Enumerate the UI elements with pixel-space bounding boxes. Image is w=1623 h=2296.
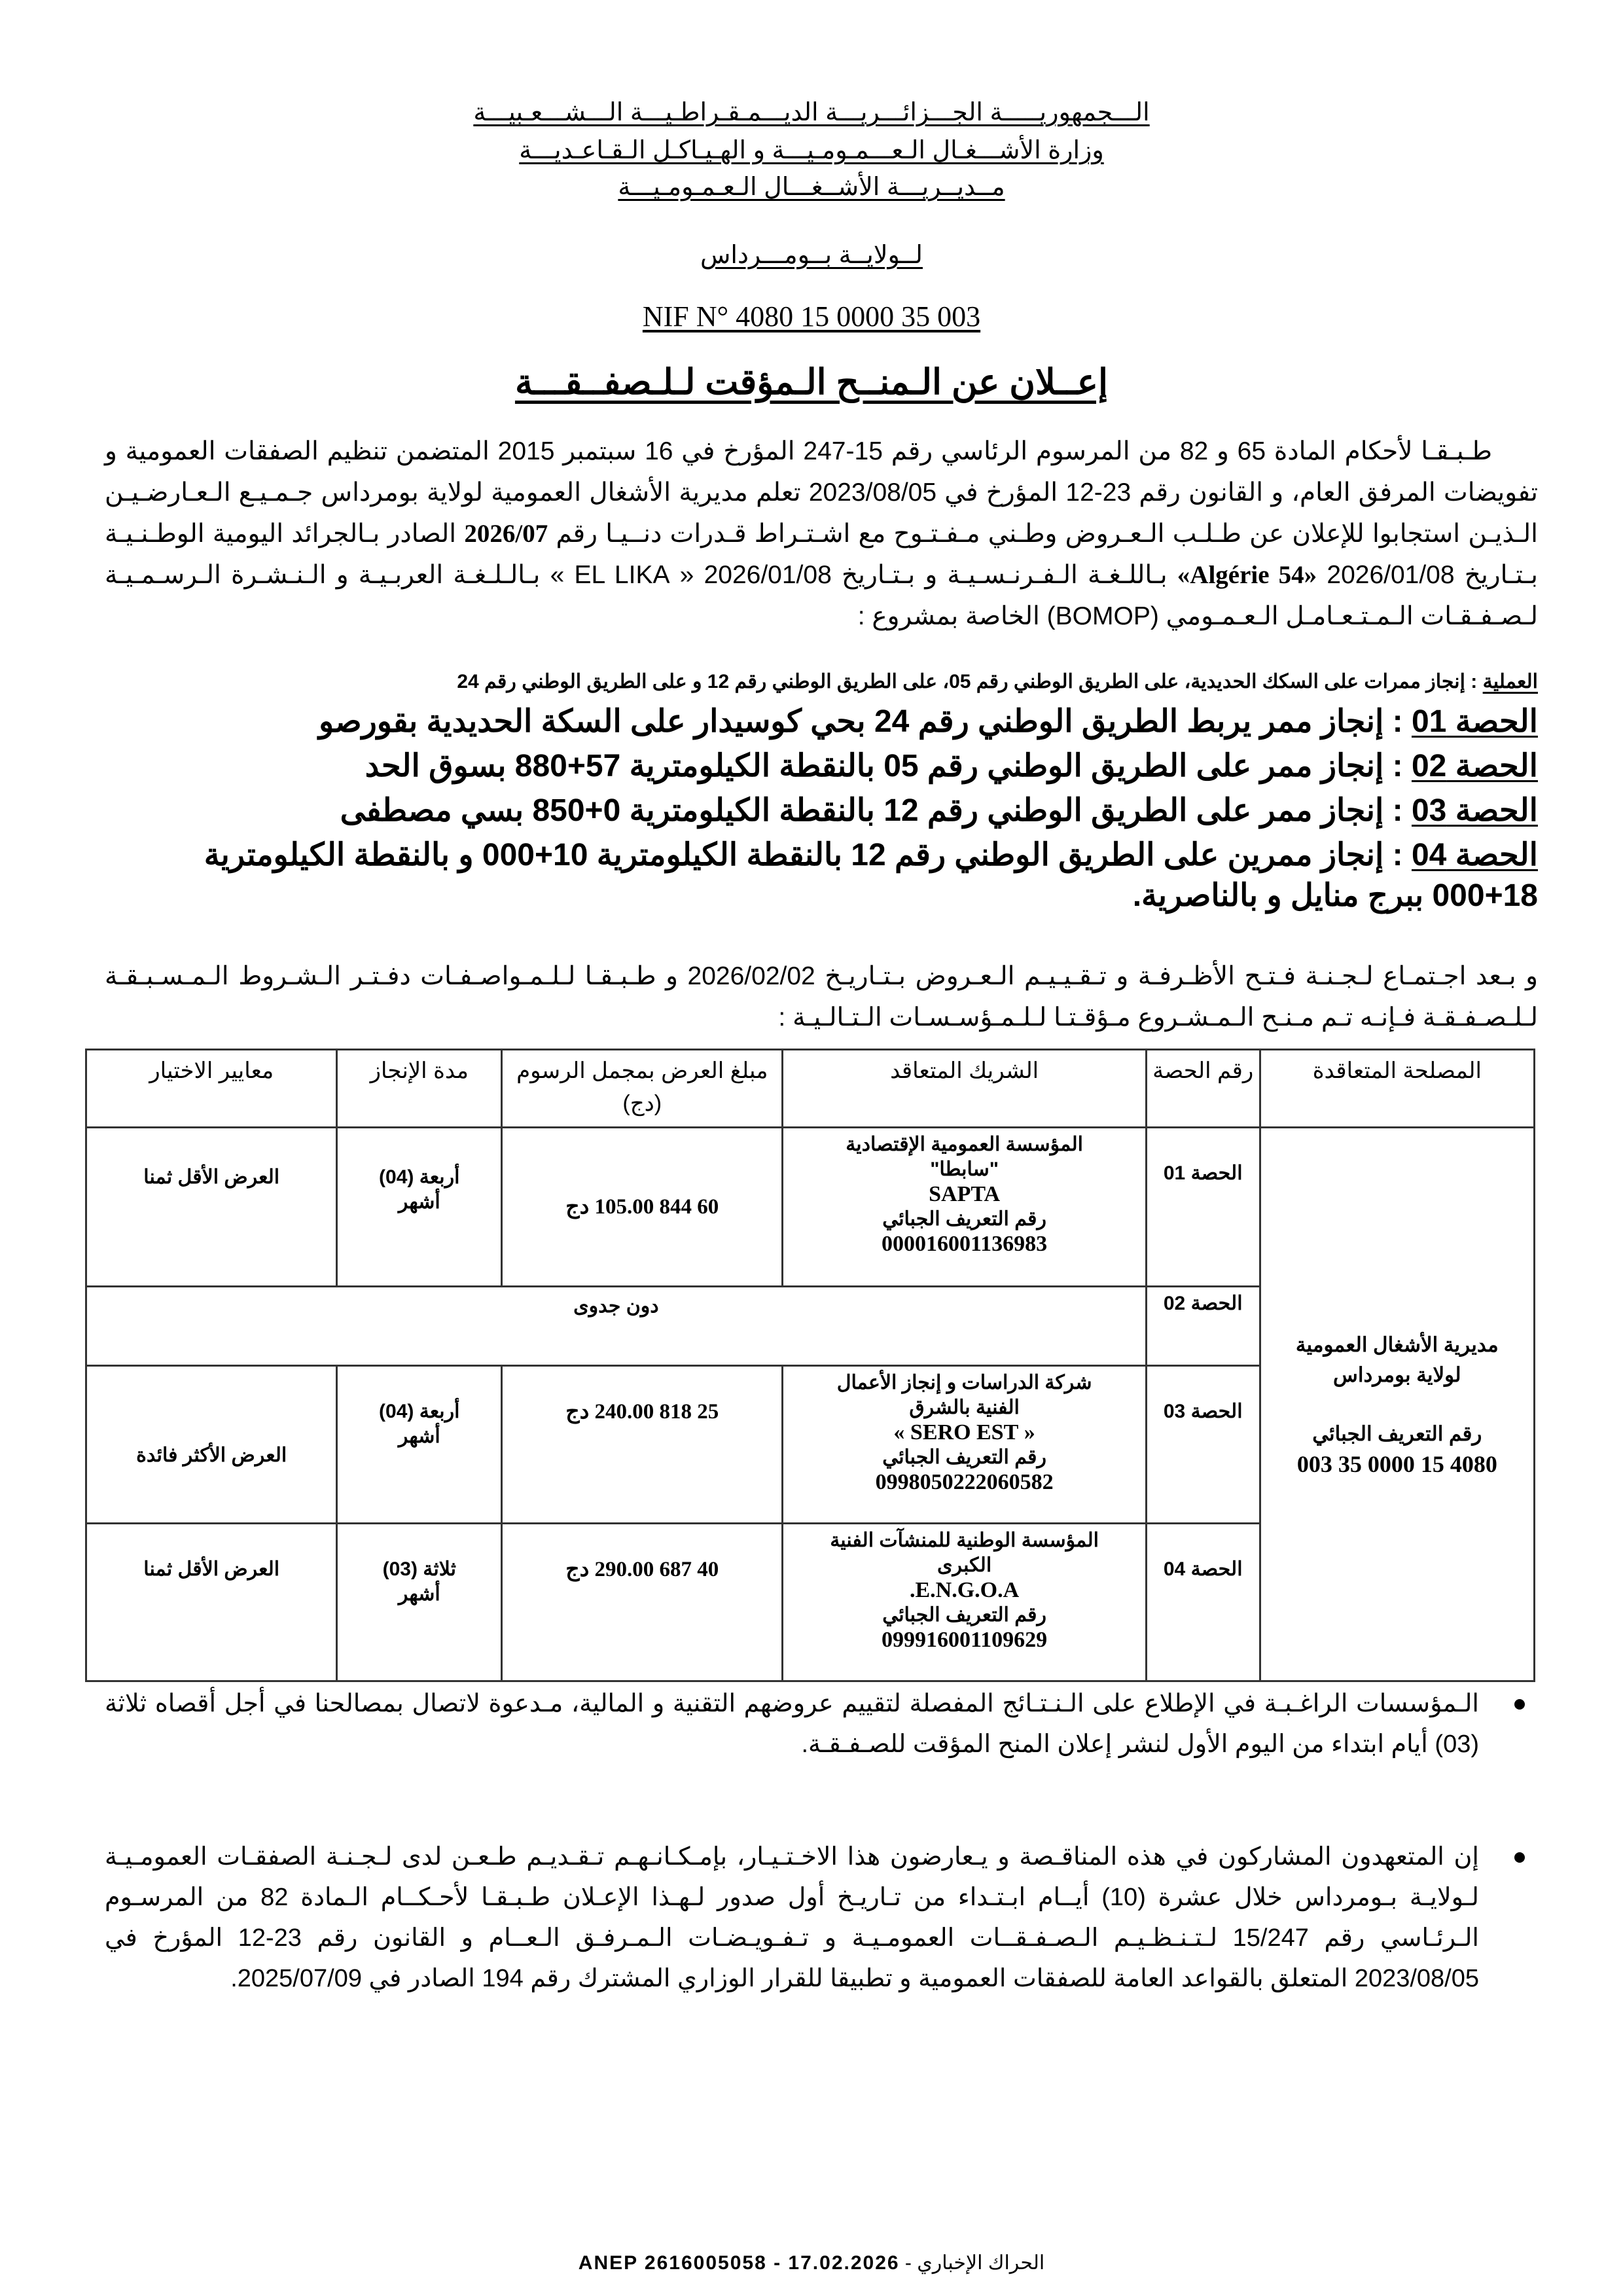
bullet-icon — [1514, 1852, 1525, 1863]
note-item — [105, 1837, 1538, 1999]
header-duration: مدة الإنجاز — [337, 1050, 502, 1128]
partner-cell — [783, 1128, 1146, 1287]
unsuccessful-cell — [86, 1287, 1147, 1366]
duration-cell — [337, 1128, 502, 1287]
operation-label: العملية — [1482, 671, 1538, 692]
lot-label: الحصة 01 — [1411, 704, 1538, 739]
table-row — [86, 1128, 1535, 1287]
header-wilaya: لــولايــة بــومـــرداس — [700, 242, 923, 269]
lot-number: الحصة 04 — [1163, 1558, 1243, 1580]
duration-2: أشهر — [398, 1583, 440, 1605]
partner-nif: 000016001136983 — [882, 1232, 1048, 1256]
partner-code: SAPTA — [929, 1182, 1001, 1206]
duration-1: أربعة (04) — [379, 1401, 460, 1422]
service-name-1: مديرية الأشغال العمومية — [1295, 1333, 1499, 1356]
lot-cell — [1146, 1366, 1260, 1524]
partner-nif: 099805022206058​2 — [875, 1470, 1054, 1494]
note-text: الـمؤسسات الراغـبـة في الإطلاع على الـنـتـائج المفصلة لتقييم عروضهم التقنية و المالية، مـدعوة لاتصال بمصالحنا في أجل أقصاه ثلاثة (03) أيام ابتداء من اليوم الأول لنشر إعلان المنح المؤقت للصـفـقـة. — [105, 1690, 1479, 1758]
duration-cell — [337, 1366, 502, 1524]
service-name-2: لولاية بومرداس — [1333, 1363, 1461, 1386]
header-criteria: معايير الاختيار — [86, 1050, 337, 1128]
lot-item — [105, 746, 1538, 787]
lot-number: الحصة 02 — [1163, 1293, 1243, 1314]
header-republic: الـــجمهوريـــــة الجـــزائـــريـــة الديـــمـقـراطـيـــة الـــشـــعـبيـــة — [473, 99, 1150, 126]
duration-1: أربعة (04) — [379, 1166, 460, 1188]
table-header-row — [86, 1050, 1535, 1128]
partner-name-2: "سابطا" — [930, 1158, 999, 1180]
partner-name-1: المؤسسة الوطنية للمنشآت الفنية — [830, 1530, 1099, 1551]
partner-nif-label: رقم التعريف الجبائي — [882, 1604, 1046, 1626]
criteria-cell — [86, 1128, 337, 1287]
intro-paragraph — [105, 431, 1538, 637]
footer-source: الحراك الإخباري - — [904, 2252, 1045, 2274]
intro-text-4: بـالـلـغـة العربـيـة و الـنـشـرة الـرسـمـيـة لـصـفـقـات الـمـتـعـامـل الـعـمـومي (BOMOP) الخاصة بمشروع : — [105, 561, 1538, 630]
operation-line — [105, 669, 1538, 695]
amount-value: 40 687 290.00 دج — [565, 1558, 719, 1581]
intro-newspaper-fr: «Algérie 54» — [1177, 561, 1317, 589]
amount-cell — [502, 1128, 783, 1287]
duration-cell — [337, 1524, 502, 1681]
amount-cell — [502, 1366, 783, 1524]
amount-value: 60 844 105.00 دج — [565, 1194, 719, 1219]
lot-item — [105, 835, 1538, 916]
intro-newspaper-ar: « EL LIKA » — [550, 561, 694, 589]
criteria-cell — [86, 1366, 337, 1524]
intro-text-3: بـاللـغـة الـفـرنـسـيـة و بـتـاريخ 2026/01/08 — [704, 561, 1168, 589]
amount-cell — [502, 1524, 783, 1681]
intro-text-1: طـبـقـا لأحكام المادة 65 و 82 من المرسوم الرئاسي رقم 15-247 المؤرخ في 16 سبتمبر 2015 المتضمن تنظيم الصفقات العمومية و تفويضات المرفق العام، و القانون رقم 23-12 المؤرخ في 2023/08/05 تعلم مديرية الأشغال العمومية لولاية بومرداس جـمـيـع الـعـارضـيـن الـذيـن استجابوا للإعلان عن طـلـب الـعـروض وطـني مـفـتـوح مع اشـتـراط قـدرات دنــيـا رقم — [105, 437, 1539, 548]
partner-cell — [783, 1366, 1146, 1524]
header-amount: مبلغ العرض بمجمل الرسوم (دج) — [502, 1050, 783, 1128]
duration-2: أشهر — [398, 1191, 440, 1213]
page-title: إعــلان عن الـمنــح الـمؤقت لـلـصفــقـــة — [514, 363, 1109, 402]
partner-name-2: الكبرى — [937, 1554, 992, 1576]
contracting-service-cell — [1260, 1128, 1534, 1681]
partner-name-1: شركة الدراسات و إنجاز الأعمال — [836, 1372, 1092, 1393]
partner-name-1: المؤسسة العمومية الإقتصادية — [846, 1134, 1083, 1155]
partner-code: E.N.G.O.A. — [910, 1578, 1020, 1602]
amount-value: 25 818 240.00 دج — [565, 1400, 719, 1424]
evaluation-paragraph: و بـعد اجـتمـاع لـجـنـة فـتـح الأظـرفـة و تـقـيـيـم الـعـروض بـتـاريـخ 2026/02/02 و طـبـقـا لـلـمـواصـفـات دفـتـر الـشـروط الـمـسـبـقـة لـلـصـفـقـة فـإنـه تـم مـنـح الـمـشـروع مـؤقـتـا لـلـمـؤسـسـات الـتـالـيـة : — [105, 962, 1538, 1031]
partner-nif-label: رقم التعريف الجبائي — [882, 1446, 1046, 1468]
footer-code: ANEP 2616005058 - 17.02.2026 — [578, 2252, 900, 2274]
lot-text: : إنجاز ممر على الطريق الوطني رقم 12 بالنقطة الكيلومترية 0+850 بسي مصطفى — [340, 793, 1403, 828]
footer — [0, 2251, 1623, 2274]
lot-item — [105, 702, 1538, 742]
partner-nif-label: رقم التعريف الجبائي — [882, 1208, 1046, 1230]
partner-code: « SERO EST » — [893, 1420, 1035, 1444]
intro-text-2: الصادر بـالجرائد اليومية الوطـنـيـة بـتـاريخ 2026/01/08 — [105, 520, 1538, 589]
lot-number: الحصة 01 — [1163, 1162, 1243, 1184]
lot-text: : إنجاز ممرين على الطريق الوطني رقم 12 بالنقطة الكيلومترية 10+000 و بالنقطة الكيلومترية 18+000 ببرج منايل و بالناصرية. — [204, 838, 1538, 913]
intro-ref-number: 2026/07 — [464, 520, 548, 548]
partner-nif: 099916001109629 — [882, 1628, 1048, 1652]
header-ministry: وزارة الأشـــغـال الـعـــمـومـيـــة و الهـيـاكـل الـقـاعـديـــة — [519, 137, 1104, 164]
header-lot: رقم الحصة — [1146, 1050, 1260, 1128]
lot-label: الحصة 03 — [1411, 793, 1538, 828]
lot-label: الحصة 02 — [1411, 749, 1538, 783]
awards-table — [85, 1049, 1535, 1682]
operation-text: : إنجاز ممرات على السكك الحديدية، على الطريق الوطني رقم 05، على الطريق الوطني رقم 12 و على الطريق الوطني رقم 24 — [457, 671, 1478, 692]
bullet-icon — [1514, 1699, 1525, 1710]
header-nif: NIF N° 4080 15 0000 35 003 — [642, 300, 981, 332]
lot-number: الحصة 03 — [1163, 1401, 1243, 1422]
notes-list — [105, 1683, 1538, 1999]
criteria-value: العرض الأكثر فائدة — [136, 1444, 287, 1466]
lot-cell — [1146, 1287, 1260, 1366]
lot-label: الحصة 04 — [1411, 838, 1538, 872]
partner-name-2: الفنية بالشرق — [909, 1397, 1020, 1418]
service-nif: 4080 15 0000 35 003 — [1296, 1450, 1497, 1477]
note-text: إن المتعهدون المشاركون في هذه المناقـصة و يـعارضون هذا الاخـتـيـار، بإمـكـانـهـم تـقـديـم طـعـن لدى لـجـنـة الصفقـات العمومـيـة لـولايـة بـومرداس خلال عشرة (10) أيــام ابـتـداء من تـاريـخ أول صدور لـهـذا الإعـلان طـبـقـا لأحـكــام الـمادة 82 من المرسـوم الـرئـاسي رقم 15/247 لـتـنـظـيـم الـصـفـقــات العمومـيـة و تـفـويـضـات الـمـرفـق الـعــام و القانون رقم 23-12 المؤرخ في 2023/08/05 المتعلق بالقواعد العامة للصفقات العمومية و تطبيقا للقرار الوزاري المشترك رقم 194 الصادر في 2025/07/09. — [105, 1843, 1479, 1992]
service-nif-label: رقم التعريف الجبائي — [1312, 1422, 1482, 1445]
lot-text: : إنجاز ممر يربط الطريق الوطني رقم 24 بحي كوسيدار على السكة الحديدية بقورصو — [319, 704, 1403, 739]
lot-text: : إنجاز ممر على الطريق الوطني رقم 05 بالنقطة الكيلومترية 57+880 بسوق الحد — [365, 749, 1403, 783]
header-directorate: مــديــريـــة الأشــغـــال الـعـمـومـيـــة — [618, 173, 1005, 201]
lot-cell — [1146, 1524, 1260, 1681]
status-unsuccessful: دون جدوى — [573, 1295, 659, 1317]
criteria-value: العرض الأقل ثمنا — [143, 1166, 280, 1188]
note-item — [105, 1683, 1538, 1765]
duration-1: ثلاثة (03) — [382, 1558, 456, 1580]
lot-cell — [1146, 1128, 1260, 1287]
partner-cell — [783, 1524, 1146, 1681]
header-service: المصلحة المتعاقدة — [1260, 1050, 1534, 1128]
lot-item — [105, 791, 1538, 831]
header-partner: الشريك المتعاقد — [783, 1050, 1146, 1128]
duration-2: أشهر — [398, 1426, 440, 1447]
criteria-cell — [86, 1524, 337, 1681]
criteria-value: العرض الأقل ثمنا — [143, 1558, 280, 1580]
